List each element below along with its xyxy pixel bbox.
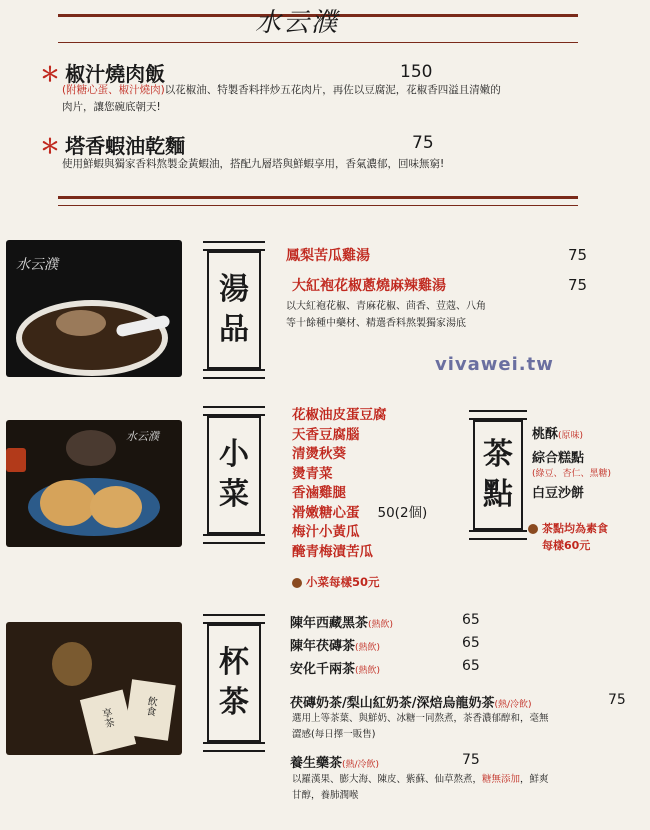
sides-note (292, 574, 380, 590)
snack-1 (532, 423, 583, 442)
soup-item-1: 鳳梨苦瓜雞湯 (286, 248, 370, 264)
herbal-desc-1c: ，鮮爽 (520, 774, 549, 785)
tea-item-3-price: 65 (462, 658, 480, 674)
soup-item-2: 大紅袍花椒蔥燒麻辣雞湯 (292, 278, 446, 294)
soup-photo (6, 240, 182, 377)
side-item: 梅汁小黃瓜 (292, 524, 360, 540)
tea-item-1-name: 陳年西藏黑茶 (290, 616, 369, 631)
herbal-tea-price: 75 (462, 752, 480, 768)
herbal-tea-name: 養生藥茶 (290, 756, 343, 771)
star-icon: ＊ (40, 134, 60, 158)
snack-2-name: 綜合糕點 (532, 451, 585, 466)
snack-label-char-1: 茶 (483, 437, 513, 472)
tea-card-2 (124, 679, 175, 741)
milk-tea-desc (292, 711, 549, 743)
sides-label (207, 416, 261, 534)
herbal-desc-2: 甘醇，養肺潤喉 (292, 790, 359, 801)
tea-item-2-name: 陳年茯磚茶 (290, 639, 356, 654)
side-item: 花椒油皮蛋豆腐 (292, 407, 387, 423)
herbal-tea-desc (292, 772, 549, 804)
pastry-1 (40, 480, 96, 526)
tea-item-2 (290, 635, 380, 654)
side-egg-price: 50(2個) (377, 504, 428, 521)
header-rule-bottom (58, 42, 578, 43)
soup-label-char-2: 品 (219, 312, 249, 347)
star-icon: ＊ (40, 62, 60, 86)
watermark: vivawei.tw (435, 354, 554, 375)
sides-photo-logo: 水云濮 (126, 430, 159, 443)
side-item-egg: 滑嫩糖心蛋 (292, 504, 360, 521)
section-rule (58, 196, 578, 199)
snack-3-name: 白豆沙餅 (532, 486, 585, 501)
tea-item-3 (290, 658, 380, 677)
teapot (66, 430, 116, 466)
tea-item-2-tag: (熱飲) (355, 643, 381, 653)
side-item: 醃青梅漬苦瓜 (292, 543, 373, 560)
dish-1-note: (附糖心蛋、椒汁燒肉) (62, 84, 165, 96)
herbal-tea-tag: (熱/冷飲) (342, 760, 380, 770)
dish-2-desc: 使用鮮蝦與獨家香料熬製金黃蝦油，搭配九層塔與鮮蝦享用，香氣濃郁，回味無窮! (62, 158, 445, 170)
milk-tea (290, 692, 532, 711)
milk-tea-desc-2: 澀感(每日擇一販售) (292, 729, 376, 740)
tea-item-1-price: 65 (462, 612, 480, 628)
dish-1-desc-2: 肉片，讓您碗底朝天! (62, 101, 161, 113)
side-item: 燙青菜 (292, 465, 333, 482)
tea-card-1-text: 享茶 (98, 707, 115, 730)
brand-logo: 水云濮 (255, 8, 340, 38)
herbal-tea (290, 752, 379, 771)
milk-tea-desc-1: 選用上等茶葉、與鮮奶、冰糖一同熬煮，茶香濃郁醇和，毫無 (292, 713, 549, 724)
tea-label-char-1: 杯 (219, 645, 249, 680)
chicken (56, 310, 106, 336)
milk-tea-price: 75 (608, 692, 626, 708)
snacks-note (528, 520, 608, 554)
tea-item-1 (290, 612, 393, 631)
snack-label-char-2: 點 (483, 477, 513, 512)
bullet-icon (292, 578, 302, 588)
tea-label-char-2: 茶 (219, 685, 249, 720)
sides-label-char-2: 菜 (219, 477, 249, 512)
tea-item-3-tag: (熱飲) (355, 666, 381, 676)
soup-item-2-price: 75 (568, 276, 588, 294)
sides-photo (6, 420, 182, 547)
tea-item-1-tag: (熱飲) (368, 620, 394, 630)
soup-photo-logo: 水云濮 (16, 257, 58, 273)
tea-card-2-text: 飲食 (143, 695, 157, 717)
soup-label-char-1: 湯 (219, 272, 249, 307)
dish-2-title: 塔香蝦油乾麵 (65, 134, 186, 158)
milk-tea-name: 茯磚奶茶/梨山紅奶茶/深焙烏龍奶茶 (290, 696, 495, 711)
side-item: 天香豆腐腦 (292, 426, 360, 443)
section-rule-thin (58, 205, 578, 206)
tea-label (207, 624, 261, 742)
dish-1-desc-1: 以花椒油、特製香料拌炒五花肉片，再佐以豆腐泥，花椒香四溢且清嫩的 (164, 84, 501, 96)
side-item (292, 504, 427, 524)
soup-label (207, 251, 261, 369)
sides-label-char-1: 小 (219, 437, 249, 472)
dish-1-desc (62, 82, 592, 116)
herbal-desc-1b: 糖無添加 (482, 774, 521, 785)
herbal-desc-1a: 以羅漢果、膨大海、陳皮、紫蘇、仙草熬煮， (292, 774, 483, 785)
sides-list (292, 406, 427, 562)
bullet-icon (528, 524, 538, 534)
soup-desc-2: 等十餘種中藥材、精選香料熬製獨家湯底 (286, 318, 466, 329)
pastry-2 (90, 486, 142, 528)
tea-snacks-label (473, 420, 523, 530)
tea-photo (6, 622, 182, 755)
snacks-note-2: 每樣60元 (542, 539, 591, 552)
snack-1-note: (原味) (558, 431, 584, 441)
dish-2-price: 75 (412, 133, 434, 153)
side-item: 香滷雞腿 (292, 485, 346, 501)
soup-item-1-price: 75 (568, 246, 588, 264)
dish-1-title: 椒汁燒肉飯 (65, 62, 166, 86)
snack-2-note: (綠豆、杏仁、黑糖) (532, 469, 612, 479)
tea-cup (6, 448, 26, 472)
tea-item-3-name: 安化千兩茶 (290, 662, 356, 677)
side-item: 清燙秋葵 (292, 446, 346, 462)
tea-item-2-price: 65 (462, 635, 480, 651)
dish-1-price: 150 (400, 62, 433, 82)
soup-desc-1: 以大紅袍花椒、青麻花椒、茴香、荳蔻、八角 (286, 301, 486, 312)
snacks-note-1: 茶點均為素食 (542, 522, 608, 535)
dish-2-title-row (40, 130, 185, 159)
milk-tea-tag: (熱/冷飲) (494, 700, 532, 710)
soup-desc (286, 298, 486, 332)
kettle (52, 642, 92, 686)
sides-note-text: 小菜每樣50元 (306, 575, 380, 589)
snack-1-name: 桃酥 (532, 427, 559, 442)
